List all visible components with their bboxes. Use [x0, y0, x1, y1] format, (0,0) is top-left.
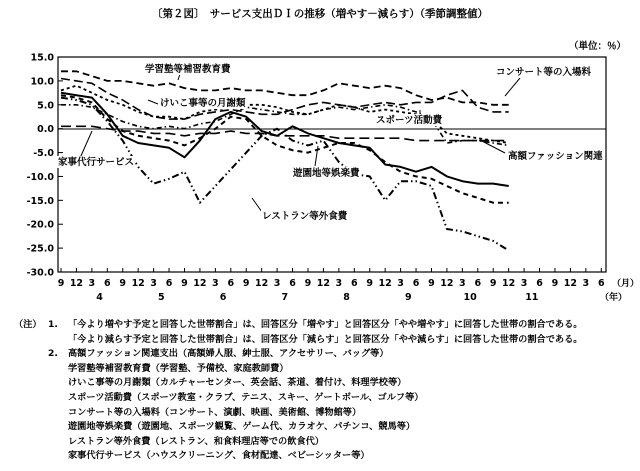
y-tick-label: -20.0: [26, 219, 54, 231]
x-tick-label: 12: [316, 278, 331, 289]
x-tick-label: 12: [440, 278, 454, 289]
x-tick-label: 9: [119, 278, 127, 289]
x-tick-label: 12: [378, 278, 392, 289]
note-2-item: けいこ事等の月謝類（カルチャーセンター、英会話、茶道、着付け、料理学校等）: [68, 377, 407, 389]
x-tick-label: 9: [57, 278, 65, 289]
x-tick-label: 9: [366, 278, 374, 289]
x-tick-label: 9: [428, 278, 435, 289]
note-number-1: 1.: [48, 319, 58, 330]
annotation-leader: [505, 78, 520, 96]
series-line-2: [61, 71, 509, 105]
y-tick-label: -30.0: [26, 267, 54, 279]
y-tick-label: -15.0: [26, 195, 54, 207]
x-tick-label: 9: [181, 278, 188, 289]
note-2-line-1: [14, 347, 634, 362]
x-tick-label: 12: [563, 278, 578, 289]
x-tick-label: 3: [88, 278, 96, 289]
x-tick-label: 9: [489, 278, 497, 289]
annotation-label: コンサート等の入場料: [496, 67, 592, 78]
x-tick-label: 9: [304, 278, 312, 289]
x-tick-label: 3: [520, 278, 528, 289]
y-tick-label: 5.0: [37, 100, 54, 112]
x-tick-label: 3: [273, 278, 281, 289]
note-1b: 「今より減らす予定と回答した世帯割合」は、回答区分「減らす」と回答区分「やや減らす」に回答した世帯の割合である。: [68, 333, 583, 345]
note-2-item: 家事代行サービス（ハウスクリーニング、食材配達、ベビーシッター等）: [68, 450, 370, 462]
note-2-item: 遊園地等娯楽費（遊園地、スポーツ観覧、ゲーム代、カラオケ、パチンコ、競馬等）: [68, 421, 416, 433]
x-tick-label: 3: [212, 278, 219, 289]
annotation-leader: [80, 131, 92, 158]
note-1-line-2: [14, 333, 634, 348]
x-tick-label: 9: [242, 278, 250, 289]
note-number-2: 2.: [48, 348, 58, 360]
x-tick-label: 12: [502, 278, 516, 289]
annotation-leader: [148, 100, 158, 104]
annotation-label: 家事代行サービス: [58, 157, 135, 168]
annotation-label: 遊園地等娯楽費: [293, 168, 360, 179]
x-tick-label: 6: [227, 278, 235, 289]
x-tick-label: 6: [536, 278, 543, 289]
x-year-label: 8: [343, 292, 350, 303]
x-tick-label: 3: [582, 278, 590, 289]
chart-title: 〔第２図〕 サービス支出ＤＩの推移（増やす－減らす）（季節調整値）: [152, 8, 488, 20]
x-tick-label: 3: [397, 278, 404, 289]
x-tick-label: 12: [69, 278, 84, 289]
annotation-label: けいこ事等の月謝類: [160, 98, 246, 109]
y-tick-label: 15.0: [30, 52, 54, 64]
y-tick-label: -10.0: [26, 171, 54, 183]
annotation-label: レストラン等外食費: [262, 211, 348, 222]
notes: [14, 318, 634, 464]
x-tick-label: 6: [350, 278, 358, 289]
note-2-item: コンサート等の入場料（コンサート、演劇、映画、美術館、博物館等）: [68, 406, 362, 418]
y-tick-label: -5.0: [33, 148, 54, 160]
note-2-item: スポーツ活動費（スポーツ教室・クラブ、テニス、スキー、ゲートボール、ゴルフ等）: [68, 391, 424, 403]
x-tick-label: 12: [193, 278, 207, 289]
note-1a: 「今より増やす予定と回答した世帯割合」は、回答区分「増やす」と回答区分「やや増やす」に回答した世帯の割合である。: [68, 319, 583, 330]
x-tick-label: 6: [165, 278, 173, 289]
y-tick-label: 10.0: [30, 76, 54, 88]
x-tick-label: 6: [597, 278, 605, 289]
x-year-label: 4: [96, 292, 103, 303]
annotation-label: スポーツ活動費: [376, 115, 443, 126]
x-tick-label: 3: [335, 278, 343, 289]
note-1-line-1: [14, 318, 634, 333]
x-tick-label: 9: [551, 278, 559, 289]
annotation-leader: [480, 140, 505, 153]
x-tick-label: 6: [474, 278, 482, 289]
x-year-label: 5: [158, 292, 165, 303]
x-tick-label: 6: [103, 278, 111, 289]
x-year-label: 7: [281, 292, 289, 303]
x-year-label: 6: [219, 292, 227, 303]
x-tick-label: 3: [459, 278, 466, 289]
x-tick-label: 12: [255, 278, 269, 289]
notes-lead: （注）: [14, 319, 42, 330]
x-unit-year: （年）: [600, 293, 628, 303]
x-year-label: 10: [463, 292, 477, 303]
annotation-leader: [252, 198, 262, 212]
note-2-item: 高額ファッション関連支出（高額婦人服、紳士服、アクセサリー、バッグ等）: [68, 348, 389, 360]
x-tick-label: 6: [289, 278, 296, 289]
annotation-label: 高額ファッション関連: [508, 151, 603, 162]
annotation-label: 学習塾等補習教育費: [145, 64, 231, 75]
x-unit-month: （月）: [612, 279, 640, 289]
x-tick-label: 12: [131, 278, 145, 289]
note-2-item: レストラン等外食費（レストラン、和食料理店等での飲食代）: [68, 435, 324, 447]
x-tick-label: 3: [150, 278, 157, 289]
plot-frame: [58, 57, 606, 272]
x-tick-label: 6: [412, 278, 420, 289]
y-tick-label: -25.0: [26, 243, 54, 255]
y-tick-label: 0.0: [37, 124, 54, 136]
note-2-item: 学習塾等補習教育費（学習塾、予備校、家庭教師費）: [68, 362, 289, 374]
x-year-label: 11: [525, 292, 539, 303]
unit-label: （単位：％）: [568, 41, 626, 52]
x-year-label: 9: [405, 292, 412, 303]
